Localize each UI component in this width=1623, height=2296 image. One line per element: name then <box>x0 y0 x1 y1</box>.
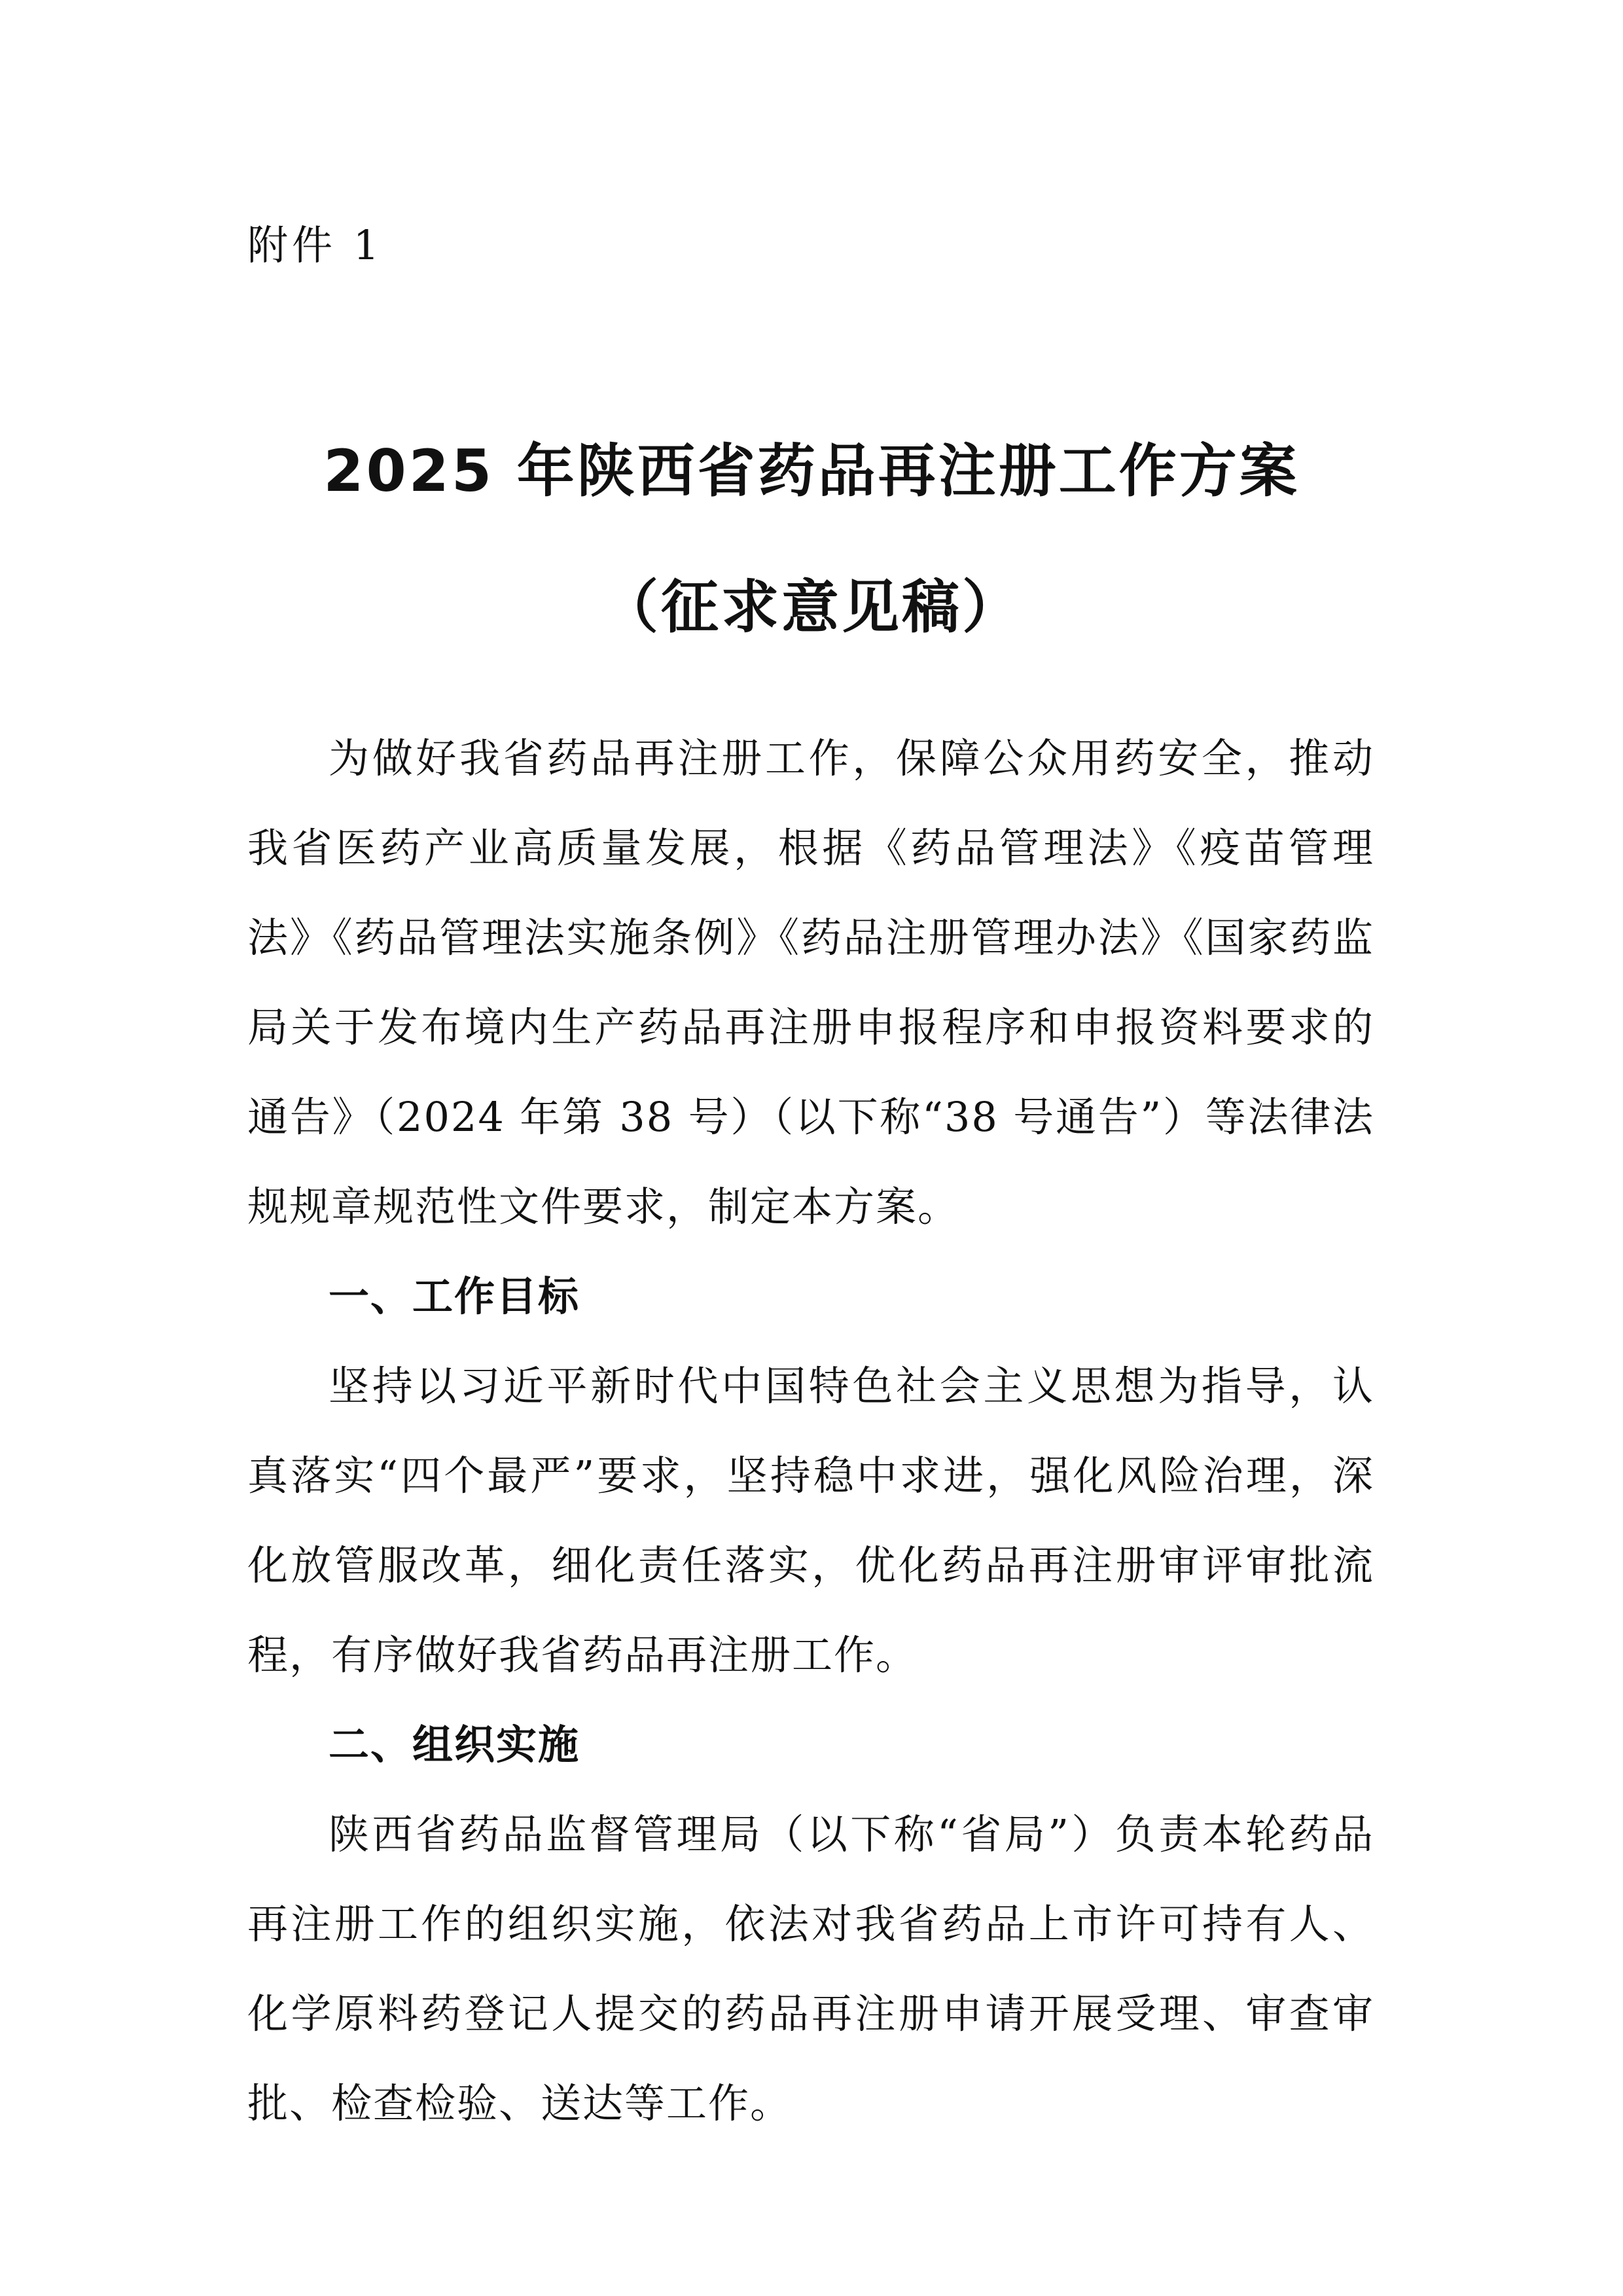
section-paragraph-goals: 坚持以习近平新时代中国特色社会主义思想为指导，认真落实“四个最严”要求，坚持稳中求进，强化风险治理，深化放管服改革，细化责任落实，优化药品再注册审评审批流程，有序做好我省药品再注册工作。 <box>247 1362 1374 1679</box>
attachment-label: 附件 1 <box>247 221 383 269</box>
intro-paragraph: 为做好我省药品再注册工作，保障公众用药安全，推动我省医药产业高质量发展，根据《药品管理法》《疫苗管理法》《药品管理法实施条例》《药品注册管理办法》《国家药监局关于发布境内生产药品再注册申报程序和申报资料要求的通告》（2024 年第 38 号）（以下称“38 号通告”）等法律法规规章规范性文件要求，制定本方案。 <box>247 734 1374 1230</box>
section-heading-goals: 一、工作目标 <box>329 1272 580 1320</box>
section-paragraph-organization: 陕西省药品监督管理局（以下称“省局”）负责本轮药品再注册工作的组织实施，依法对我省药品上市许可持有人、化学原料药登记人提交的药品再注册申请开展受理、审查审批、检查检验、送达等工作。 <box>247 1810 1374 2127</box>
document-subtitle: （征求意见稿） <box>600 573 1022 641</box>
document-body <box>247 713 1374 2148</box>
document-title: 2025 年陕西省药品再注册工作方案 <box>323 437 1300 505</box>
section-heading-organization: 二、组织实施 <box>329 1721 580 1768</box>
